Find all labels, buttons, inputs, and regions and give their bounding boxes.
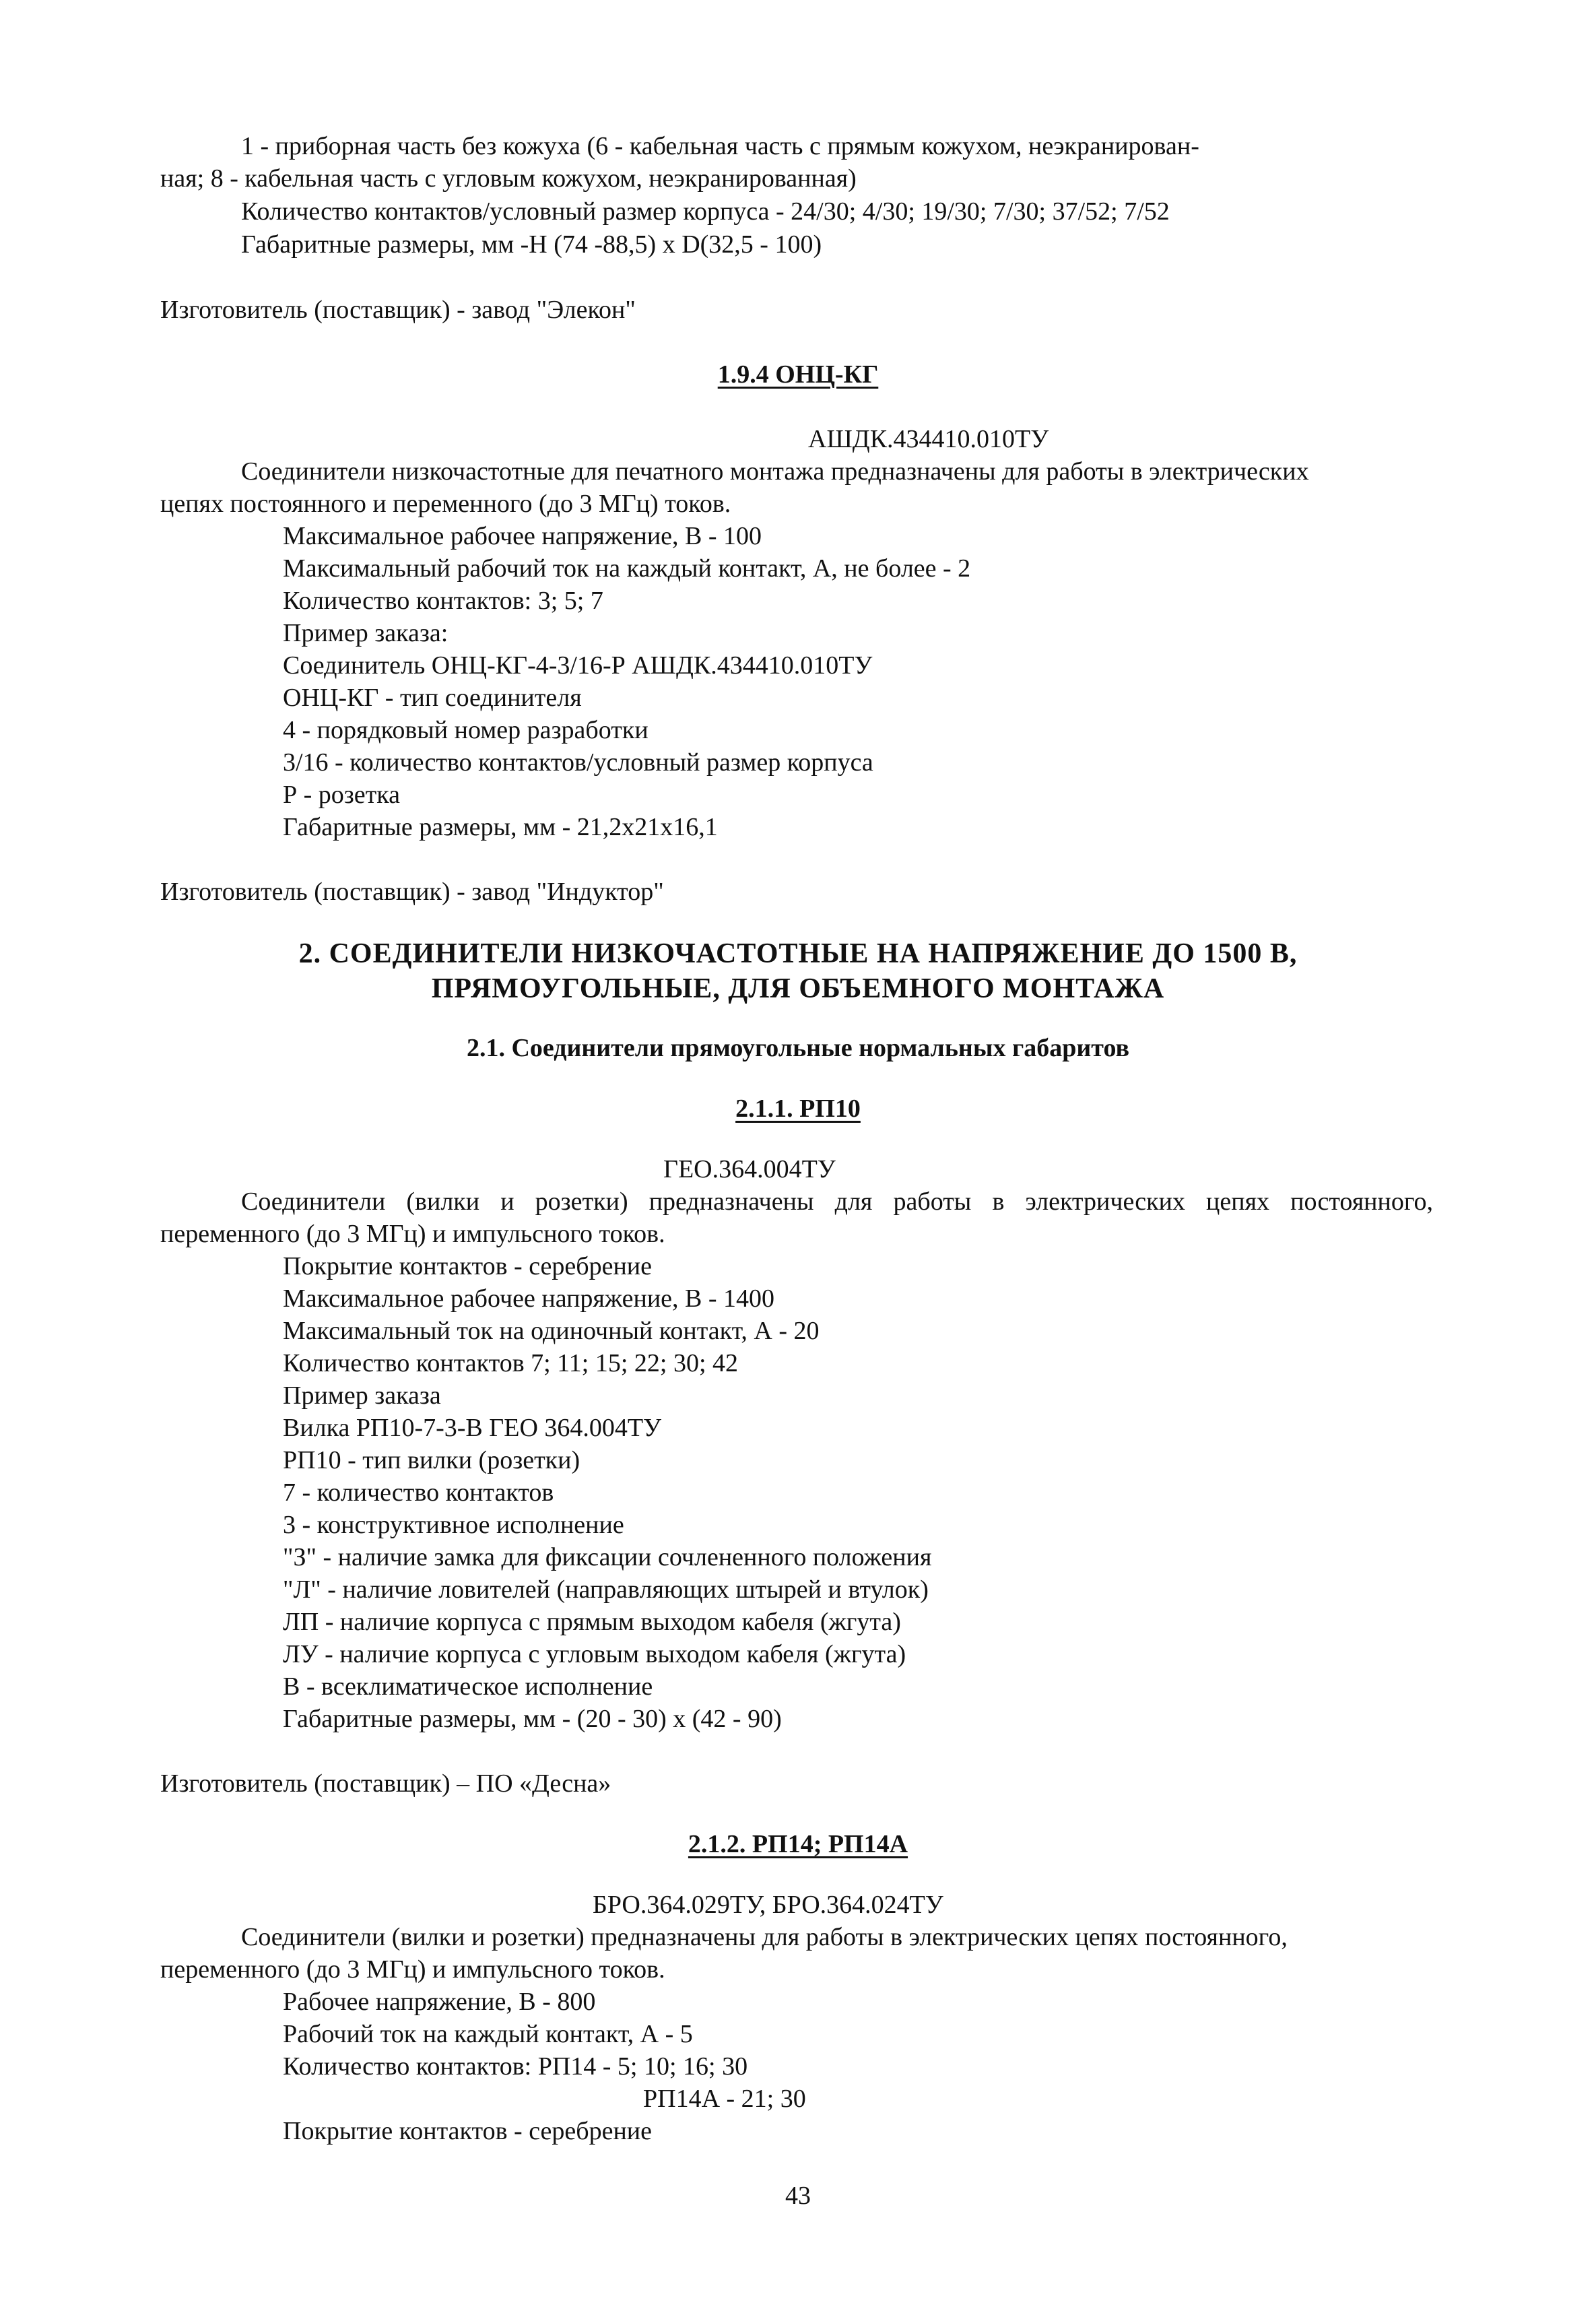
desc-rp14-1: Соединители (вилки и розетки) предназначены для работы в электрических цепях постоянного, [241, 1923, 1288, 1951]
onc-kg-item: Соединитель ОНЦ-КГ-4-3/16-Р АШДК.434410.010ТУ [283, 651, 873, 680]
desc-onc-kg-1: Соединители низкочастотные для печатного монтажа предназначены для работы в электрических [241, 457, 1309, 486]
rp10-item: ЛУ - наличие корпуса с угловым выходом кабеля (жгута) [283, 1640, 906, 1668]
rp10-item: Пример заказа [283, 1381, 441, 1410]
desc-rp10-2: переменного (до 3 МГц) и импульсного токов. [160, 1220, 665, 1248]
onc-kg-item: 3/16 - количество контактов/условный размер корпуса [283, 748, 873, 777]
section-2-title-2: ПРЯМОУГОЛЬНЫЕ, ДЛЯ ОБЪЕМНОГО МОНТАЖА [431, 973, 1165, 1004]
desc-rp10-1: Соединители (вилки и розетки) предназначены для работы в электрических цепях постоянного, [241, 1187, 1433, 1216]
rp10-item: РП10 - тип вилки (розетки) [283, 1446, 580, 1474]
onc-kg-item: Максимальное рабочее напряжение, В - 100 [283, 522, 762, 550]
onc-kg-item: ОНЦ-КГ - тип соединителя [283, 684, 582, 712]
rp14-item: Количество контактов: РП14 - 5; 10; 16; 30 [283, 2052, 748, 2081]
rp10-item: Количество контактов 7; 11; 15; 22; 30; 42 [283, 1349, 739, 1377]
rp10-item: "З" - наличие замка для фиксации сочлененного положения [283, 1543, 932, 1571]
rp10-item: 3 - конструктивное исполнение [283, 1511, 624, 1539]
rp10-item: "Л" - наличие ловителей (направляющих штырей и втулок) [283, 1575, 929, 1604]
manufacturer-induktor: Изготовитель (поставщик) - завод "Индуктор" [160, 878, 664, 906]
onc-kg-item: Пример заказа: [283, 619, 448, 647]
rp10-item: Габаритные размеры, мм - (20 - 30) х (42 - 90) [283, 1705, 782, 1733]
spec-onc-kg: АШДК.434410.010ТУ [808, 425, 1049, 453]
rp10-item: Вилка РП10-7-3-В ГЕО 364.004ТУ [283, 1414, 662, 1442]
rp14-contacts-cont: РП14А - 21; 30 [643, 2085, 806, 2113]
desc-rp14-2: переменного (до 3 МГц) и импульсного токов. [160, 1955, 665, 1984]
intro-line-3: Количество контактов/условный размер корпуса - 24/30; 4/30; 19/30; 7/30; 37/52; 7/52 [241, 197, 1170, 226]
manufacturer-desna: Изготовитель (поставщик) – ПО «Десна» [160, 1769, 611, 1798]
onc-kg-item: Габаритные размеры, мм - 21,2х21х16,1 [283, 813, 718, 841]
rp10-item: Максимальный ток на одиночный контакт, А - 20 [283, 1317, 820, 1345]
rp10-item: Покрытие контактов - серебрение [283, 1252, 653, 1280]
rp10-item: ЛП - наличие корпуса с прямым выходом кабеля (жгута) [283, 1608, 901, 1636]
heading-rp14: 2.1.2. РП14; РП14А [688, 1830, 908, 1858]
rp10-item: В - всеклиматическое исполнение [283, 1672, 653, 1701]
intro-line-1: 1 - приборная часть без кожуха (6 - кабельная часть с прямым кожухом, неэкранирован- [241, 132, 1199, 160]
rp14-coating: Покрытие контактов - серебрение [283, 2117, 653, 2145]
rp10-item: 7 - количество контактов [283, 1478, 554, 1507]
intro-line-4: Габаритные размеры, мм -Н (74 -88,5) х D(32,5 - 100) [241, 230, 822, 259]
rp10-item: Максимальное рабочее напряжение, В - 1400 [283, 1284, 775, 1313]
onc-kg-item: Р - розетка [283, 781, 401, 809]
rp14-item: Рабочее напряжение, В - 800 [283, 1988, 596, 2016]
manufacturer-elekon: Изготовитель (поставщик) - завод "Элекон" [160, 296, 636, 324]
intro-line-2: ная; 8 - кабельная часть с угловым кожухом, неэкранированная) [160, 164, 857, 193]
onc-kg-item: Максимальный рабочий ток на каждый контакт, А, не более - 2 [283, 554, 971, 583]
heading-onc-kg: 1.9.4 ОНЦ-КГ [717, 360, 879, 389]
section-2-title-1: 2. СОЕДИНИТЕЛИ НИЗКОЧАСТОТНЫЕ НА НАПРЯЖЕНИЕ ДО 1500 В, [298, 938, 1298, 969]
onc-kg-item: 4 - порядковый номер разработки [283, 716, 649, 744]
spec-rp14: БРО.364.029ТУ, БРО.364.024ТУ [593, 1891, 943, 1919]
rp14-item: Рабочий ток на каждый контакт, А - 5 [283, 2020, 693, 2048]
desc-onc-kg-2: цепях постоянного и переменного (до 3 МГц) токов. [160, 490, 731, 518]
heading-rp10: 2.1.1. РП10 [735, 1095, 861, 1123]
section-2-1-title: 2.1. Соединители прямоугольные нормальных габаритов [466, 1034, 1130, 1062]
onc-kg-item: Количество контактов: 3; 5; 7 [283, 587, 603, 615]
page-number: 43 [785, 2182, 811, 2210]
spec-rp10: ГЕО.364.004ТУ [663, 1155, 836, 1183]
